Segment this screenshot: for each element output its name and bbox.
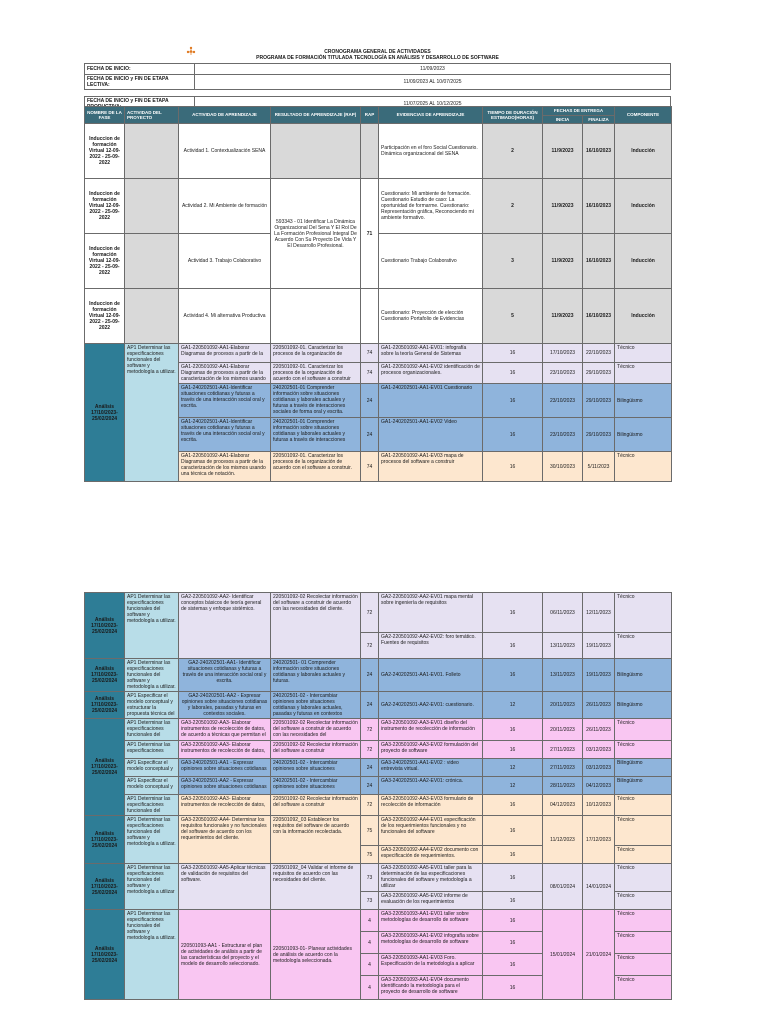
finaliza-cell: 16/10/2023 [583, 179, 615, 234]
table-row [85, 124, 672, 179]
horas-cell: 2 [483, 179, 543, 234]
evidencia-cell: GA1-240202501-AA1-EV02 Video [379, 418, 483, 452]
componente-cell: Bilingüismo [615, 659, 672, 692]
finaliza-cell: 12/11/2023 [583, 593, 615, 633]
inicia-cell: 13/11/2023 [543, 633, 583, 659]
rap-cell: 240202501-02 - Intercambiar opiniones sobre situaciones cotidianas y laborales actuales, pasadas y futuras en contextos [271, 692, 361, 719]
table-row [85, 659, 672, 692]
document-title [84, 49, 671, 61]
componente-cell: Bilingüismo [615, 418, 672, 452]
info-row [85, 75, 671, 90]
rap-code-cell: 24 [361, 759, 379, 777]
finaliza-cell: 16/10/2023 [583, 234, 615, 289]
actividad-cell: GA3-220501092-AA5-Aplicar técnicas de validación de requisitos del software. [179, 864, 271, 910]
horas-cell: 16 [483, 593, 543, 633]
col-componente: COMPONENTE [615, 107, 672, 124]
phase-cell: Análisis 17/10/2023-25/02/2024 [85, 910, 125, 1000]
componente-cell: Técnico [615, 363, 672, 384]
componente-cell: Técnico [615, 633, 672, 659]
proyecto-cell: AP1 Determinar las especificaciones funcionales del software y metodología a utilizar [125, 864, 179, 910]
rap-cell: 240202501-02 - Intercambiar opiniones sobre situaciones [271, 759, 361, 777]
phase-cell: Induccion de formación Virtual 12-09-2022 - 25-09-2022 [85, 234, 125, 289]
evidencia-cell: GA3-240202501-AA1-EV02 : video entrevista virtual. [379, 759, 483, 777]
horas-cell: 16 [483, 954, 543, 976]
actividad-cell: GA2-220501092-AA2- Identificar conceptos básicos de teoría general de sistemas y enfoque sistémico. [179, 593, 271, 659]
evidencia-cell: Cuestionario: Mi ambiente de formación. Cuestionario Estudio de caso: La oportunidad de formarme. Cuestionario: Representación gráfica, Reconociendo mi ambiente formativo. [379, 179, 483, 234]
info-value: 11/09/2023 AL 10/07/2025 [195, 75, 671, 90]
table-row [85, 759, 672, 777]
schedule-table-page1 [84, 106, 672, 482]
table-row [85, 910, 672, 932]
rap-cell [271, 124, 361, 179]
actividad-cell: GA3-240202501-AA1 - Expresar opiniones sobre situaciones cotidianas [179, 759, 271, 777]
finaliza-cell: 26/11/2023 [583, 719, 615, 741]
componente-cell: Técnico [615, 452, 672, 482]
inicia-cell: 20/11/2023 [543, 692, 583, 719]
componente-cell: Técnico [615, 344, 672, 363]
table-row [85, 719, 672, 741]
componente-cell: Técnico [615, 741, 672, 759]
rap-cell: 220501093-01- Planear actividades de análisis de acuerdo con la metodología seleccionada. [271, 910, 361, 1000]
actividad-cell: GA2-240202501-AA1- Identificar situaciones cotidianas y futuras a través de una interacción social oral y escrita. [179, 659, 271, 692]
finaliza-cell: 19/11/2023 [583, 659, 615, 692]
table-row [85, 289, 672, 344]
rap-code-cell: 24 [361, 418, 379, 452]
proyecto-cell: AP1 Determinar las especificaciones funcionales del [125, 719, 179, 741]
componente-cell: Técnico [615, 932, 672, 954]
proyecto-cell [125, 124, 179, 179]
componente-cell: Técnico [615, 910, 672, 932]
finaliza-cell: 22/10/2023 [583, 344, 615, 363]
actividad-cell: GA3-220501092-AA3- Elaborar instrumentos de recolección de datos, [179, 795, 271, 816]
finaliza-cell: 21/01/2024 [583, 910, 615, 1000]
horas-cell: 16 [483, 659, 543, 692]
componente-cell: Técnico [615, 976, 672, 1000]
actividad-cell: GA3-220501092-AA3- Elaborar instrumentos de recolección de datos, de acuerdo a técnicas que permitan el [179, 719, 271, 741]
horas-cell: 16 [483, 976, 543, 1000]
table-row [85, 864, 672, 892]
table-row [85, 179, 672, 234]
rap-cell: 220501092_03 Establecer los requisitos del software de acuerdo con la información recolectada. [271, 816, 361, 864]
proyecto-cell [125, 179, 179, 234]
rap-cell: 220501092-01. Caracterizar los procesos de la organización de acuerdo con el software a construir. [271, 452, 361, 482]
col-actividad-proyecto: ACTIVIDAD DEL PROYECTO [125, 107, 179, 124]
inicia-cell: 27/11/2023 [543, 741, 583, 759]
finaliza-cell: 19/11/2023 [583, 633, 615, 659]
phase-cell: Induccion de formación Virtual 12-09-2022 - 25-09-2022 [85, 289, 125, 344]
rap-code-cell: 4 [361, 954, 379, 976]
componente-cell: Bilingüismo [615, 759, 672, 777]
proyecto-cell: AP1 Determinar las especificaciones funcionales del software y metodología a utilizar. [125, 344, 179, 482]
evidencia-cell: GA3-220501092-AA3-EV02 formulación del proyecto de software [379, 741, 483, 759]
col-rap-code: RAP [361, 107, 379, 124]
componente-cell: Técnico [615, 846, 672, 864]
horas-cell: 16 [483, 363, 543, 384]
spacer [85, 90, 671, 97]
horas-cell: 16 [483, 344, 543, 363]
actividad-cell: Actividad 3. Trabajo Colaborativo [179, 234, 271, 289]
rap-code-cell: 74 [361, 452, 379, 482]
rap-cell: 220501092-02 Recolectar información del software a construir de acuerdo con las necesidades del [271, 719, 361, 741]
proyecto-cell: AP1 Determinar las especificaciones funcionales del software y metodología a utilizar. [125, 816, 179, 864]
inicia-cell: 13/11/2023 [543, 659, 583, 692]
inicia-cell: 04/12/2023 [543, 795, 583, 816]
horas-cell: 16 [483, 719, 543, 741]
evidencia-cell: Participación en el foro Social Cuestionario. Dinámica organizacional del SENA [379, 124, 483, 179]
col-finaliza: FINALIZA [583, 115, 615, 124]
inicia-cell: 23/10/2023 [543, 384, 583, 418]
evidencia-cell: GA3-220501093-AA1-EV03 Foro. Especificación de la metodología a aplicar [379, 954, 483, 976]
proyecto-cell: AP1 Especificar el modelo conceptual y [125, 777, 179, 795]
rap-code-cell: 72 [361, 719, 379, 741]
evidencia-cell: GA3-220501092-AA3-EV03 formulario de recolección de información [379, 795, 483, 816]
proyecto-cell: AP1 Determinar las especificaciones funcionales del software y metodología a utilizar. [125, 659, 179, 692]
table-row [85, 816, 672, 846]
rap-cell: 220501092-02 Recolectar información del software a construir [271, 741, 361, 759]
actividad-cell: 220501093-AA1 - Estructurar el plan de actividades de análisis a partir de las características del proyecto y el modelo de desarrollo seleccionado. [179, 910, 271, 1000]
rap-cell: 240202501-01 Comprender información sobre situaciones cotidianas y laborales actuales y futuras a través de interacciones sociales de forma oral y escrita. [271, 384, 361, 418]
info-row [85, 64, 671, 75]
horas-cell: 16 [483, 452, 543, 482]
rap-code-cell: 4 [361, 910, 379, 932]
table-row [85, 234, 672, 289]
componente-cell: Inducción [615, 179, 672, 234]
horas-cell: 5 [483, 289, 543, 344]
actividad-cell: GA2-240202501-AA2 - Expresar opiniones sobre situaciones cotidianas y laborales, pasadas y futuras en contextos sociales. [179, 692, 271, 719]
rap-code-cell: 72 [361, 633, 379, 659]
horas-cell: 16 [483, 741, 543, 759]
finaliza-cell: 29/10/2023 [583, 418, 615, 452]
finaliza-cell: 16/10/2023 [583, 124, 615, 179]
table-row [85, 344, 672, 363]
rap-code-cell: 24 [361, 659, 379, 692]
evidencia-cell: GA1-220501092-AA1-EV02 identificación de procesos organizacionales. [379, 363, 483, 384]
finaliza-cell: 29/10/2023 [583, 363, 615, 384]
inicia-cell: 27/11/2023 [543, 759, 583, 777]
evidencia-cell: GA2-220501092-AA2-EV02: foro temático. Fuentes de requisitos [379, 633, 483, 659]
proyecto-cell: AP1 Especificar el modelo conceptual y estructurar la propuesta técnica del [125, 692, 179, 719]
proyecto-cell [125, 234, 179, 289]
table-row [85, 593, 672, 633]
rap-code-cell: 75 [361, 816, 379, 846]
rap-code-cell: 74 [361, 363, 379, 384]
proyecto-cell [125, 289, 179, 344]
table-header-row [85, 107, 672, 116]
actividad-cell: GA3-220501092-AA4- Determinar los requisitos funcionales y no funcionales del software de acuerdo con los requerimientos del cliente. [179, 816, 271, 864]
horas-cell: 3 [483, 234, 543, 289]
evidencia-cell: Cuestionario: Proyección de elección Cuestionario Portafolio de Evidencias [379, 289, 483, 344]
componente-cell: Técnico [615, 954, 672, 976]
evidencia-cell: GA3-220501092-AA5-EV02 informe de evaluación de los requerimientos [379, 892, 483, 910]
actividad-cell: Actividad 4. Mi alternativa Productiva [179, 289, 271, 344]
rap-code-cell: 24 [361, 777, 379, 795]
horas-cell: 16 [483, 846, 543, 864]
rap-code-cell [361, 124, 379, 179]
horas-cell: 12 [483, 777, 543, 795]
inicia-cell: 11/9/2023 [543, 234, 583, 289]
rap-code-cell: 72 [361, 795, 379, 816]
finaliza-cell: 04/12/2023 [583, 777, 615, 795]
actividad-cell: Actividad 2. Mi Ambiente de formación [179, 179, 271, 234]
col-evidencias: EVIDENCIAS DE APRENDIZAJE [379, 107, 483, 124]
finaliza-cell: 10/12/2023 [583, 795, 615, 816]
info-label: FECHA DE INICIO: [85, 64, 195, 75]
componente-cell: Técnico [615, 816, 672, 846]
finaliza-cell: 26/11/2023 [583, 692, 615, 719]
title-line-1: CRONOGRAMA GENERAL DE ACTIVIDADES [324, 49, 431, 55]
componente-cell: Inducción [615, 234, 672, 289]
proyecto-cell: AP1 Determinar las especificaciones funcionales del software y metodología a utilizar. [125, 910, 179, 1000]
rap-code-cell: 71 [361, 179, 379, 289]
proyecto-cell: AP1 Determinar las especificaciones funcionales del [125, 795, 179, 816]
col-inicia: INICIA [543, 115, 583, 124]
componente-cell: Bilingüismo [615, 384, 672, 418]
inicia-cell: 11/9/2023 [543, 289, 583, 344]
col-rap: RESULTADO DE APRENDIZAJE (RAP) [271, 107, 361, 124]
rap-code-cell: 74 [361, 344, 379, 363]
finaliza-cell: 17/12/2023 [583, 816, 615, 864]
rap-code-cell: 75 [361, 846, 379, 864]
componente-cell: Inducción [615, 289, 672, 344]
componente-cell: Técnico [615, 864, 672, 892]
finaliza-cell: 03/12/2023 [583, 759, 615, 777]
evidencia-cell: GA3-220501093-AA1-EV01 taller sobre metodologías de desarrollo de software [379, 910, 483, 932]
info-value: 11/09/2023 [195, 64, 671, 75]
actividad-cell: Actividad 1. Contextualización SENA [179, 124, 271, 179]
info-label: FECHA DE INICIO y FIN DE ETAPA [85, 97, 195, 112]
rap-code-cell: 4 [361, 932, 379, 954]
proyecto-cell: AP1 Especificar el modelo conceptual y [125, 759, 179, 777]
evidencia-cell: GA3-220501093-AA1-EV02 infografía sobre metodologías de desarrollo de software [379, 932, 483, 954]
horas-cell: 16 [483, 384, 543, 418]
finaliza-cell: 03/12/2023 [583, 741, 615, 759]
rap-code-cell: 72 [361, 593, 379, 633]
inicia-cell: 08/01/2024 [543, 864, 583, 910]
actividad-cell: GA3-240202501-AA2 - Expresar opiniones sobre situaciones cotidianas [179, 777, 271, 795]
actividad-cell: GA1-240202501-AA1-Identificar situaciones cotidianas y futuras a través de una interacción social oral y escrita. [179, 384, 271, 418]
actividad-cell: GA1-220501092-AA1-Elaborar Diagramas de procesos a partir de la [179, 344, 271, 363]
rap-code-cell: 73 [361, 892, 379, 910]
inicia-cell: 23/10/2023 [543, 363, 583, 384]
evidencia-cell: GA3-220501092-AA4-EV02 documento con especificación de requerimientos. [379, 846, 483, 864]
proyecto-cell: AP1 Determinar las especificaciones [125, 741, 179, 759]
inicia-cell: 17/10/2023 [543, 344, 583, 363]
horas-cell: 12 [483, 692, 543, 719]
componente-cell: Técnico [615, 719, 672, 741]
phase-cell: Induccion de formación Virtual 12-09-2022 - 25-09-2022 [85, 179, 125, 234]
phase-cell: Análisis 17/10/2023-25/02/2024 [85, 344, 125, 482]
rap-cell: 220501092-02 Recolectar información del software a construir [271, 795, 361, 816]
inicia-cell: 06/11/2023 [543, 593, 583, 633]
actividad-cell: GA1-220501092-AA1-Elaborar Diagramas de procesos a partir de la caracterización de los mismos usando una técnica de notación. [179, 452, 271, 482]
inicia-cell: 30/10/2023 [543, 452, 583, 482]
phase-cell: Análisis 17/10/2023-25/02/2024 [85, 593, 125, 659]
horas-cell: 16 [483, 864, 543, 892]
horas-cell: 16 [483, 910, 543, 932]
rap-code-cell [361, 289, 379, 344]
horas-cell: 16 [483, 892, 543, 910]
inicia-cell: 20/11/2023 [543, 719, 583, 741]
rap-cell: 240202501-01 Comprender información sobre situaciones cotidianas y laborales actuales y futuras a través de interacciones [271, 418, 361, 452]
col-tiempo: TIEMPO DE DURACIÓN ESTIMADO(HORAS) [483, 107, 543, 124]
actividad-cell: GA1-220501092-AA1-Elaborar Diagramas de procesos a partir de la caracterización de los mismos usando [179, 363, 271, 384]
rap-code-cell: 72 [361, 741, 379, 759]
rap-cell: 240202501- 01 Comprender información sobre situaciones cotidianas y laborales actuales y futuras. [271, 659, 361, 692]
table-row [85, 741, 672, 759]
title-line-2: PROGRAMA DE FORMACIÓN TITULADA TECNOLOGÍA EN ANÁLISIS Y DESARROLLO DE SOFTWARE [256, 55, 499, 61]
table-row [85, 795, 672, 816]
evidencia-cell: GA2-240202501-AA2-EV01: cuestionario. [379, 692, 483, 719]
inicia-cell: 15/01/2024 [543, 910, 583, 1000]
proyecto-cell: AP1 Determinar las especificaciones funcionales del software y metodología a utilizar. [125, 593, 179, 659]
horas-cell: 16 [483, 633, 543, 659]
finaliza-cell: 29/10/2023 [583, 384, 615, 418]
inicia-cell: 11/12/2023 [543, 816, 583, 864]
inicia-cell: 11/9/2023 [543, 124, 583, 179]
phase-cell: Análisis 17/10/2023-25/02/2024 [85, 719, 125, 816]
info-table [84, 63, 671, 112]
componente-cell: Técnico [615, 892, 672, 910]
horas-cell: 16 [483, 932, 543, 954]
finaliza-cell: 14/01/2024 [583, 864, 615, 910]
evidencia-cell: GA3-220501092-AA3-EV01 diseño del instrumento de recolección de información [379, 719, 483, 741]
actividad-cell: GA3-220501092-AA3- Elaborar instrumentos de recolección de datos, [179, 741, 271, 759]
componente-cell: Bilingüismo [615, 777, 672, 795]
horas-cell: 2 [483, 124, 543, 179]
rap-cell: 240202501-02 - Intercambiar opiniones sobre situaciones [271, 777, 361, 795]
rap-cell: 593343 - 01 Identificar La Dinámica Organizacional Del Sena Y El Rol De La Formación Profesional Integral De Acuerdo Con Su Proyecto De Vida Y El Desarrollo Profesional. [271, 179, 361, 289]
componente-cell: Técnico [615, 795, 672, 816]
evidencia-cell: GA3-220501092-AA5-EV01 taller para la determinación de las especificaciones funcionales del software y metodología a utilizar [379, 864, 483, 892]
info-value: 11/07/2025 AL 10/12/2025 [195, 97, 671, 112]
horas-cell: 16 [483, 418, 543, 452]
phase-cell: Análisis 17/10/2023-25/02/2024 [85, 659, 125, 692]
finaliza-cell: 5/11/2023 [583, 452, 615, 482]
evidencia-cell: GA2-220501092-AA2-EV01 mapa mental sobre ingeniería de requisitos [379, 593, 483, 633]
evidencia-cell: GA3-240202501-AA2-EV01: crónica. [379, 777, 483, 795]
rap-cell: 220501092-02 Recolectar información del software a construir de acuerdo con las necesidades del cliente. [271, 593, 361, 659]
rap-code-cell: 24 [361, 692, 379, 719]
schedule-table-page2 [84, 592, 672, 1000]
evidencia-cell: GA1-220501092-AA1-EV01: infografía sobre la teoría General de Sistemas [379, 344, 483, 363]
horas-cell: 12 [483, 759, 543, 777]
rap-cell [271, 289, 361, 344]
evidencia-cell: GA3-220501093-AA1-EV04 documento identificando la metodología para el proyecto de desarrollo de software [379, 976, 483, 1000]
evidencia-cell: GA1-220501092-AA1-EV03 mapa de procesos del software a construir [379, 452, 483, 482]
table-row [85, 777, 672, 795]
rap-code-cell: 73 [361, 864, 379, 892]
evidencia-cell: Cuestionario Trabajo Colaborativo [379, 234, 483, 289]
componente-cell: Inducción [615, 124, 672, 179]
col-fechas: FECHAS DE ENTREGA [543, 107, 615, 116]
horas-cell: 16 [483, 816, 543, 846]
col-fase: NOMBRE DE LA FASE [85, 107, 125, 124]
phase-cell: Análisis 17/10/2023-25/02/2024 [85, 692, 125, 719]
rap-cell: 220501092_04 Validar el informe de requisitos de acuerdo con las necesidades del cliente. [271, 864, 361, 910]
phase-cell: Análisis 17/10/2023-25/02/2024 [85, 864, 125, 910]
finaliza-cell: 16/10/2023 [583, 289, 615, 344]
componente-cell: Técnico [615, 593, 672, 633]
evidencia-cell: GA3-220501092-AA4-EV01 especificación de los requerimientos funcionales y no funcionales del software [379, 816, 483, 846]
rap-cell: 220501092-01. Caracterizar los procesos de la organización de acuerdo con el software a construir [271, 363, 361, 384]
evidencia-cell: GA1-240202501-AA1-EV01 Cuestionario [379, 384, 483, 418]
horas-cell: 16 [483, 795, 543, 816]
col-actividad-aprendizaje: ACTIVIDAD DE APRENDIZAJE [179, 107, 271, 124]
table-row [85, 692, 672, 719]
inicia-cell: 28/11/2023 [543, 777, 583, 795]
inicia-cell: 23/10/2023 [543, 418, 583, 452]
phase-cell: Induccion de formación Virtual 12-09-2022 - 25-09-2022 [85, 124, 125, 179]
phase-cell: Análisis 17/10/2023-25/02/2024 [85, 816, 125, 864]
rap-cell: 220501092-01. Caracterizar los procesos de la organización de [271, 344, 361, 363]
info-label: FECHA DE INICIO y FIN DE ETAPA LECTIVA: [85, 75, 195, 90]
componente-cell: Bilingüismo [615, 692, 672, 719]
inicia-cell: 11/9/2023 [543, 179, 583, 234]
evidencia-cell: GA2-240202501-AA1-EV01. Folleto [379, 659, 483, 692]
rap-code-cell: 24 [361, 384, 379, 418]
actividad-cell: GA1-240202501-AA1-Identificar situaciones cotidianas y futuras a través de una interacción social oral y escrita. [179, 418, 271, 452]
rap-code-cell: 4 [361, 976, 379, 1000]
